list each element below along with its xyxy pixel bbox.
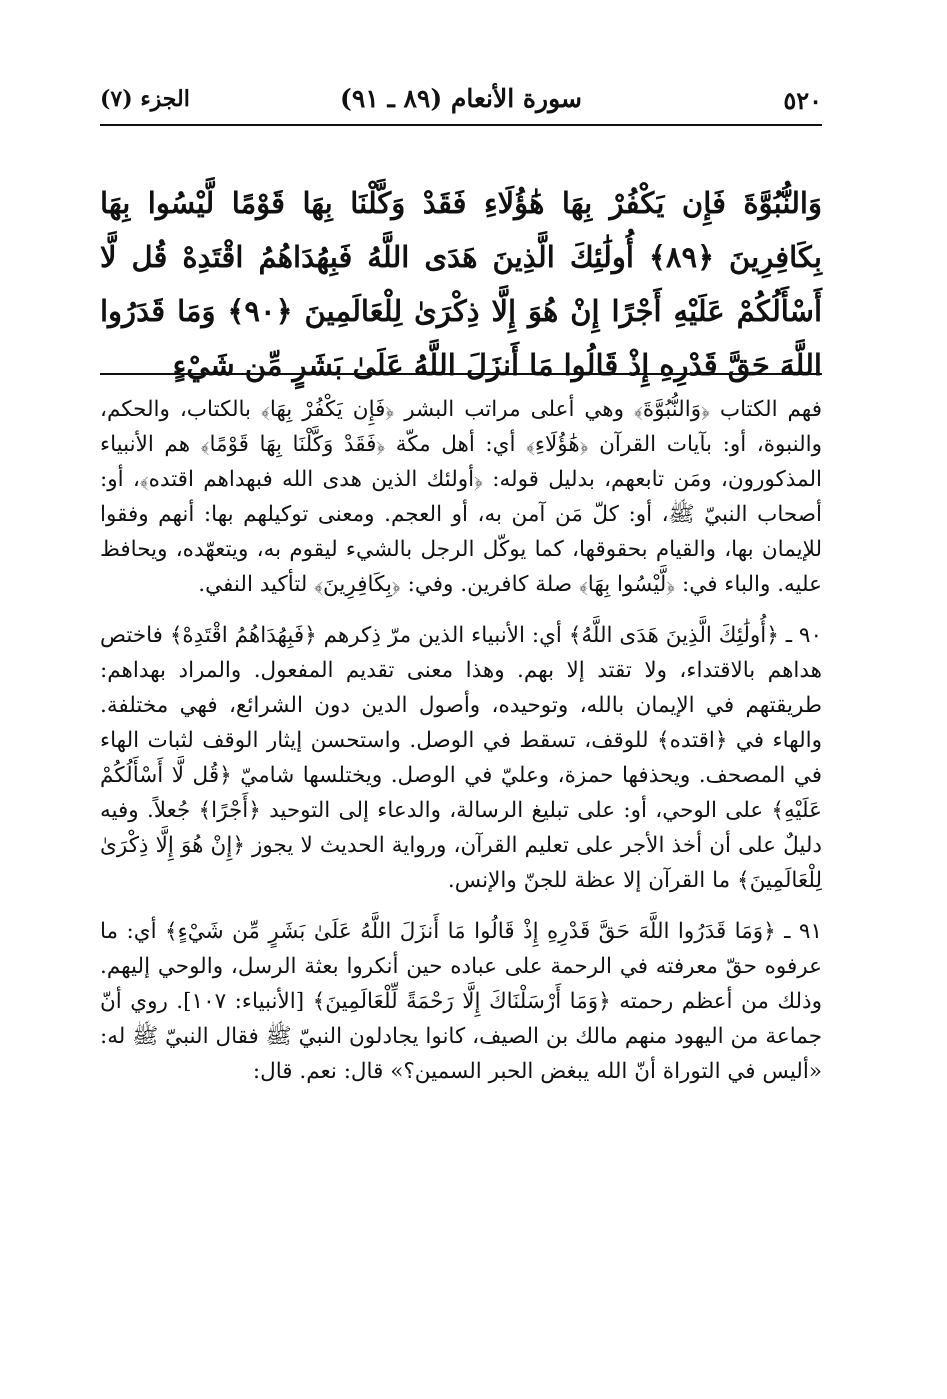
header-rule (100, 124, 822, 126)
section-divider (100, 373, 822, 375)
page-number: ٥٢٠ (783, 86, 822, 115)
juz-label: الجزء (٧) (100, 86, 190, 112)
surah-title: سورة الأنعام (٨٩ ـ ٩١) (340, 84, 582, 113)
commentary (100, 392, 822, 1089)
quran-verses: وَالنُّبُوَّةَ فَإِن يَكْفُرْ بِهَا هَٰؤُلَاءِ فَقَدْ وَكَّلْنَا بِهَا قَوْمًا لَّيْسُوا بِهَا بِكَافِرِينَ ﴿٨٩﴾ أُولَٰئِكَ الَّذِينَ هَدَى اللَّهُ فَبِهُدَاهُمُ اقْتَدِهْ قُل لَّا أَسْأَلُكُمْ عَلَيْهِ أَجْرًا إِنْ هُوَ إِلَّا ذِكْرَىٰ لِلْعَالَمِينَ ﴿٩٠﴾ وَمَا قَدَرُوا اللَّهَ حَقَّ قَدْرِهِ إِذْ قَالُوا مَا أَنزَلَ اللَّهُ عَلَىٰ بَشَرٍ مِّن شَيْءٍ (100, 186, 822, 382)
commentary-paragraph: ٩٠ ـ ﴿أُولَٰئِكَ الَّذِينَ هَدَى اللَّهُ﴾ أي: الأنبياء الذين مرّ ذِكرهم ﴿فَبِهُدَاهُمُ اقْتَدِهْ﴾ فاختص هداهم بالاقتداء، ولا تقتد إلا بهم. وهذا معنى تقديم المفعول. والمراد بهداهم: طريقتهم في الإيمان بالله، وتوحيده، وأصول الدين دون الشرائع، فهي مختلفة. والهاء في ﴿اقتده﴾ للوقف، تسقط في الوصل. واستحسن إيثار الوقف لثبات الهاء في المصحف. ويحذفها حمزة، وعليّ في الوصل. ويختلسها شاميّ ﴿قُل لَّا أَسْأَلُكُمْ عَلَيْهِ﴾ على الوحي، أو: على تبليغ الرسالة، والدعاء إلى التوحيد ﴿أَجْرًا﴾ جُعلاً. وفيه دليلٌ على أن أخذ الأجر على تعليم القرآن، ورواية الحديث لا يجوز ﴿إِنْ هُوَ إِلَّا ذِكْرَىٰ لِلْعَالَمِينَ﴾ ما القرآن إلا عظة للجنّ والإنس. (100, 623, 822, 893)
commentary-paragraph: فهم الكتاب ﴿وَالنُّبُوَّةَ﴾ وهي أعلى مراتب البشر ﴿فَإِن يَكْفُرْ بِهَا﴾ بالكتاب، والحكم، والنبوة، أو: بآيات القرآن ﴿هَٰؤُلَاءِ﴾ أي: أهل مكّة ﴿فَقَدْ وَكَّلْنَا بِهَا قَوْمًا﴾ هم الأنبياء المذكورون، ومَن تابعهم، بدليل قوله: ﴿أولئك الذين هدى الله فبهداهم اقتده﴾، أو: أصحاب النبيّ ﷺ، أو: كلّ مَن آمن به، أو العجم. ومعنى توكيلهم بها: أنهم وفقوا للإيمان بها، والقيام بحقوقها، كما يوكّل الرجل بالشيء ليقوم به، ويتعهّده، ويحافظ عليه. والباء في: ﴿لَّيْسُوا بِهَا﴾ صلة كافرين. وفي: ﴿بِكَافِرِينَ﴾ لتأكيد النفي. (100, 397, 822, 597)
commentary-paragraph: ٩١ ـ ﴿وَمَا قَدَرُوا اللَّهَ حَقَّ قَدْرِهِ إِذْ قَالُوا مَا أَنزَلَ اللَّهُ عَلَىٰ بَشَرٍ مِّن شَيْءٍ﴾ أي: ما عرفوه حقّ معرفته في الرحمة على عباده حين أنكروا بعثة الرسل، والوحي إليهم. وذلك من أعظم رحمته ﴿وَمَا أَرْسَلْنَاكَ إِلَّا رَحْمَةً لِّلْعَالَمِينَ﴾ [الأنبياء: ١٠٧]. روي أنّ جماعة من اليهود منهم مالك بن الصيف، كانوا يجادلون النبيّ ﷺ فقال النبيّ ﷺ له: «أليس في التوراة أنّ الله يبغض الحبر السمين؟» قال: نعم. قال: (100, 919, 822, 1084)
running-header (100, 82, 822, 122)
